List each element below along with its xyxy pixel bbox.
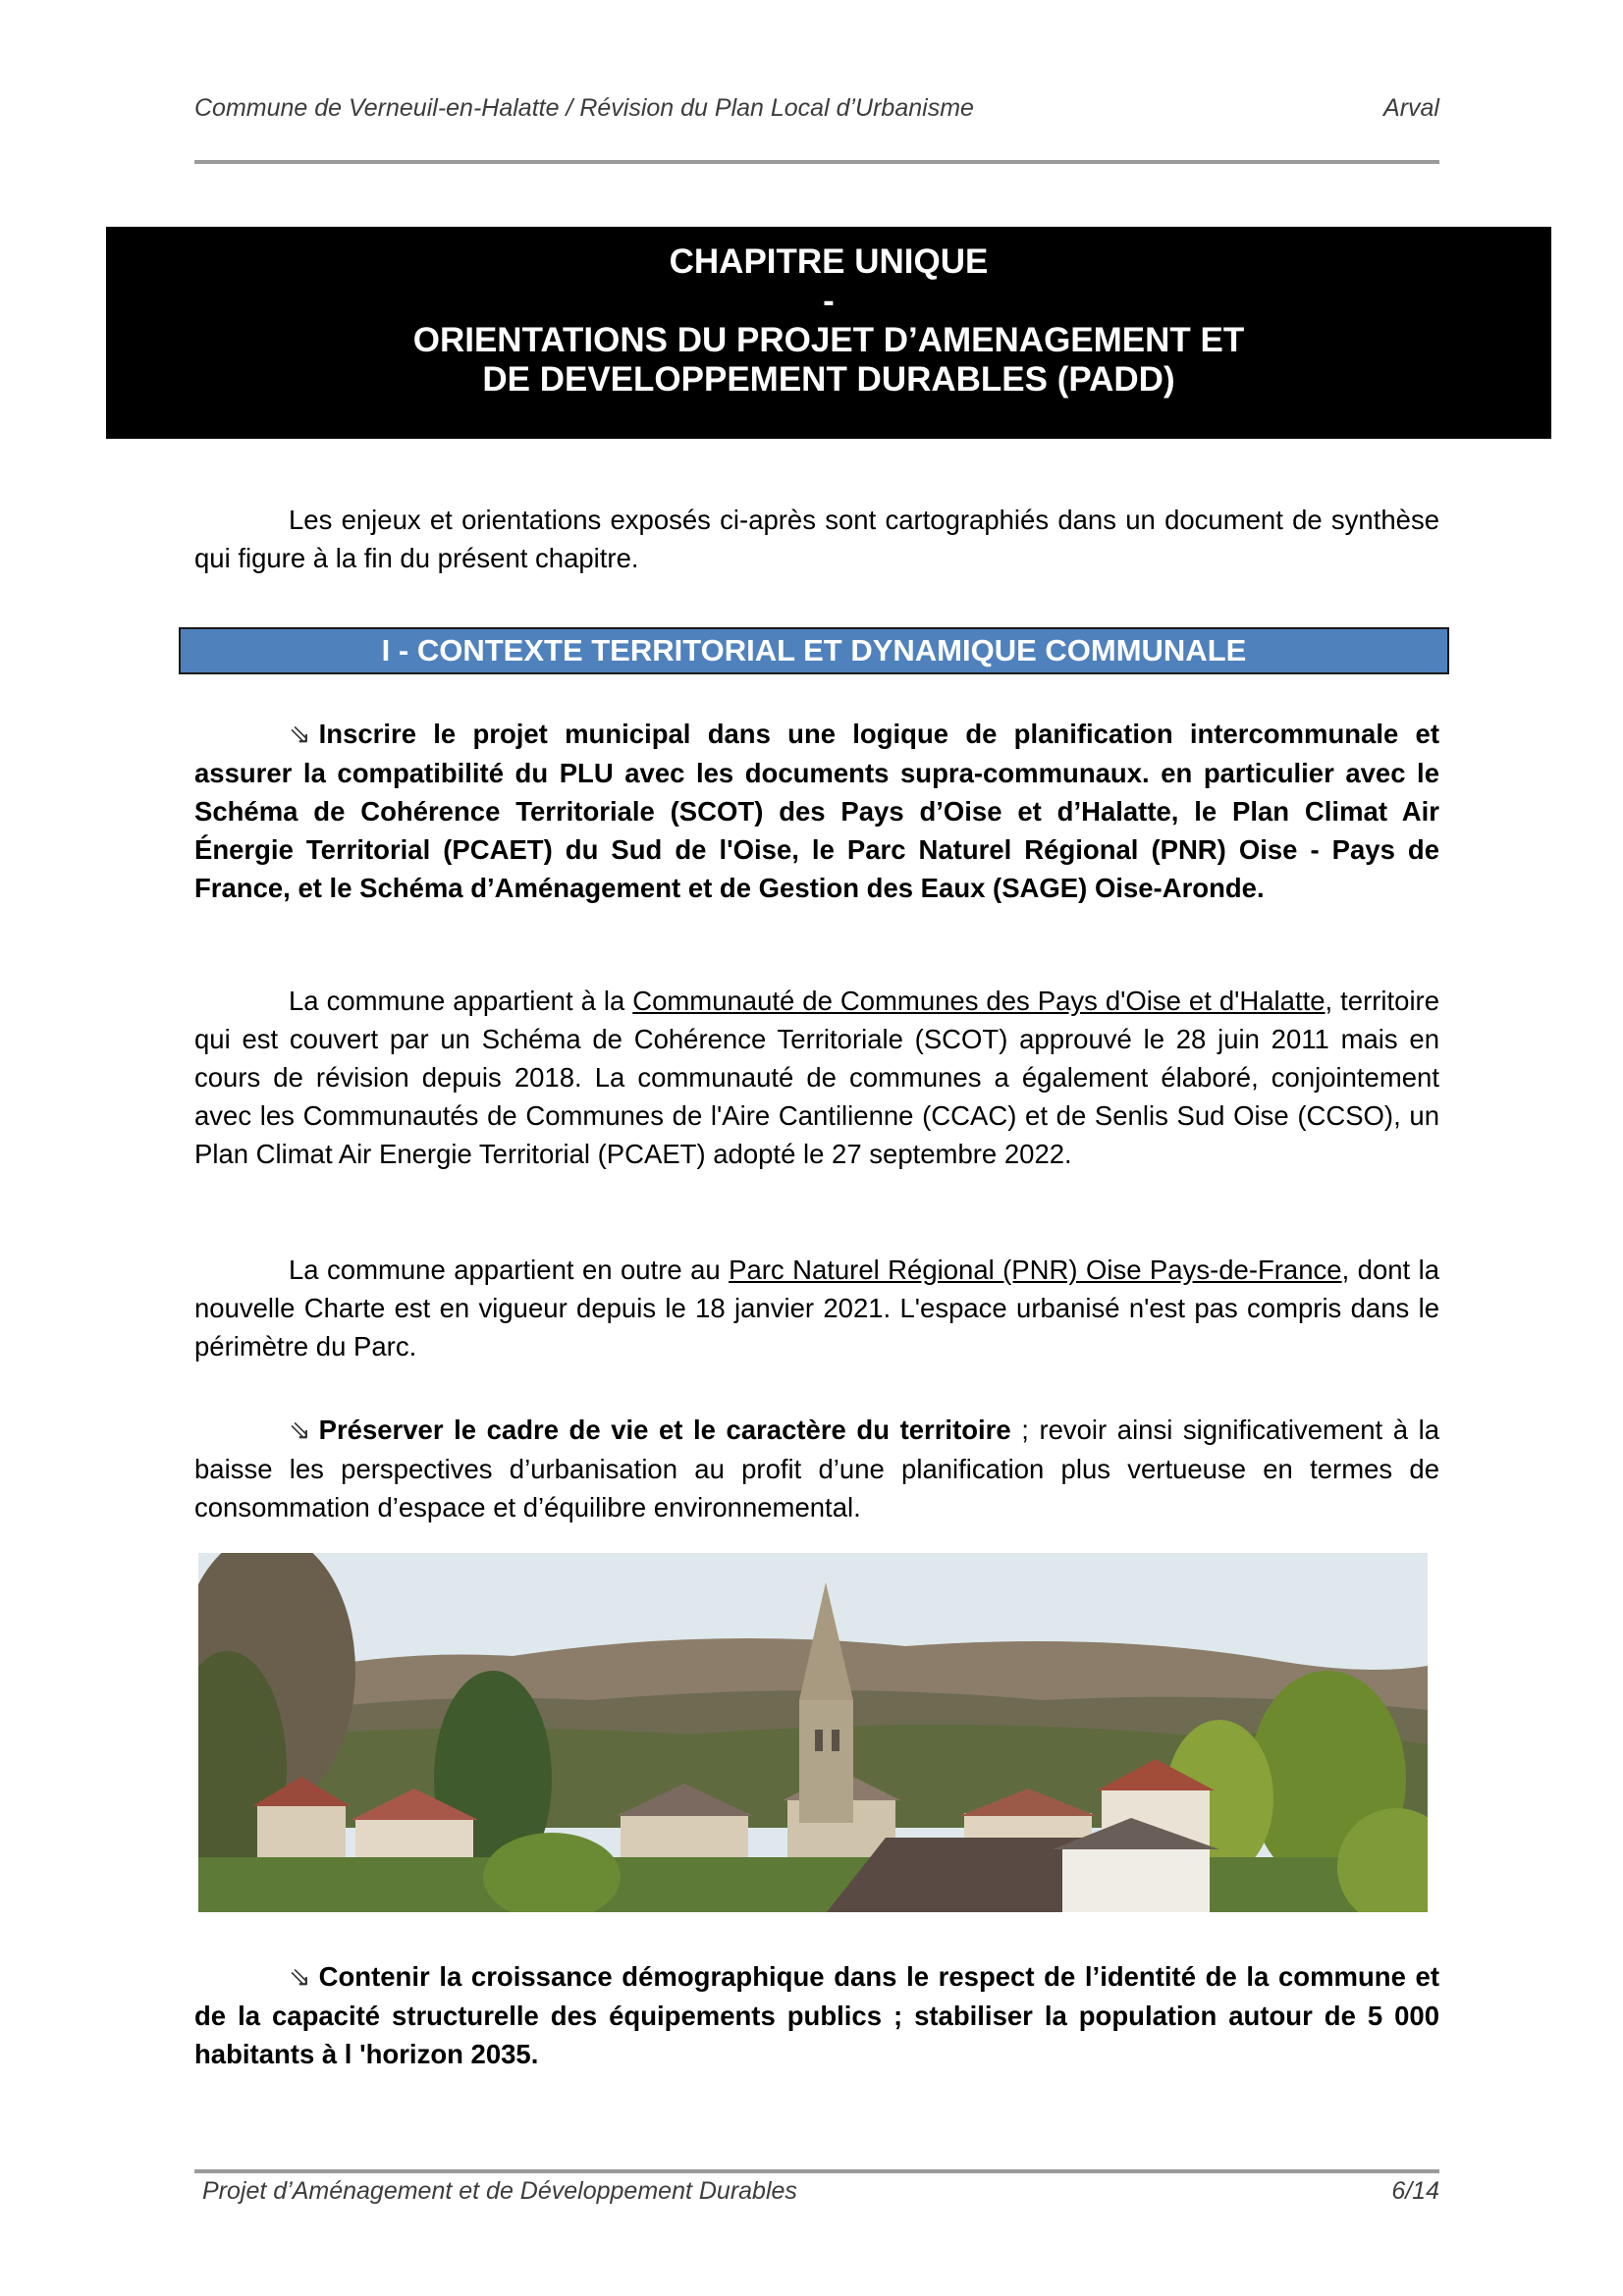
- footer-rule: [194, 2169, 1439, 2173]
- chapter-title-dash: -: [823, 282, 835, 320]
- paragraph-pnr-before: La commune appartient en outre au: [289, 1255, 730, 1285]
- header-rule: [194, 160, 1439, 164]
- arrow-icon: ⇘: [289, 1415, 311, 1445]
- intro-text: Les enjeux et orientations exposés ci-après sont cartographiés dans un document de synthèse qui figure à la fin du présent chapitre.: [194, 505, 1439, 573]
- section-heading-text: I - CONTEXTE TERRITORIAL ET DYNAMIQUE COMMUNALE: [381, 633, 1247, 667]
- page-header: [194, 94, 1439, 123]
- page-number: 6/14: [1391, 2177, 1439, 2205]
- paragraph-ccpoh-after: , territoire qui est couvert par un Schéma de Cohérence Territoriale (SCOT) approuvé le 28 juin 2011 mais en cours de révision depuis 2018. La communauté de communes a également élaboré, conjointement avec les Communautés de Communes de l'Aire Cantilienne (CCAC) et de Senlis Sud Oise (CCSO), un Plan Climat Air Energie Territorial (PCAET) adopté le 27 septembre 2022.: [194, 986, 1440, 1169]
- chapter-title-line4: DE DEVELOPPEMENT DURABLES (PADD): [482, 360, 1175, 399]
- orientation-1: [194, 715, 1439, 907]
- arrow-icon: ⇘: [289, 1962, 311, 1992]
- paragraph-ccpoh: [194, 982, 1439, 1173]
- chapter-title-box: [106, 227, 1551, 439]
- arrow-icon: ⇘: [289, 720, 311, 749]
- orientation-2: [194, 1411, 1439, 1526]
- header-title: Commune de Verneuil-en-Halatte / Révision du Plan Local d’Urbanisme: [194, 94, 974, 122]
- orientation-3: [194, 1957, 1439, 2073]
- footer-title: Projet d’Aménagement et de Développement Durables: [202, 2177, 797, 2205]
- pnr-link[interactable]: Parc Naturel Régional (PNR) Oise Pays-de-France: [729, 1255, 1342, 1285]
- paragraph-pnr: [194, 1251, 1439, 1365]
- orientation-2-text: ; revoir ainsi significativement à la baisse les perspectives d’urbanisation au profit d’une planification plus vertueuse en termes de consommation d’espace et d’équilibre environnemental.: [194, 1415, 1439, 1522]
- orientation-2-bold: Préserver le cadre de vie et le caractère du territoire: [318, 1415, 1011, 1445]
- header-author: Arval: [1383, 94, 1439, 122]
- orientation-3-text: Contenir la croissance démographique dans le respect de l’identité de la commune et de la capacité structurelle des équipements publics ; stabiliser la population autour de 5 000 habitants à l 'horizon 2035.: [194, 1961, 1439, 2069]
- page-footer: [202, 2177, 1439, 2206]
- paragraph-ccpoh-before: La commune appartient à la: [289, 986, 633, 1016]
- orientation-1-text: Inscrire le projet municipal dans une logique de planification intercommunale et assurer la compatibilité du PLU avec les documents supra-communaux. en particulier avec le Schéma de Cohérence Territoriale (SCOT) des Pays d’Oise et d’Halatte, le Plan Climat Air Énergie Territorial (PCAET) du Sud de l'Oise, le Parc Naturel Régional (PNR) Oise - Pays de France, et le Schéma d’Aménagement et de Gestion des Eaux (SAGE) Oise-Aronde.: [194, 719, 1439, 903]
- intro-paragraph: [194, 501, 1439, 577]
- chapter-title-line3: ORIENTATIONS DU PROJET D’AMENAGEMENT ET: [412, 321, 1245, 359]
- paragraph-pnr-after: , dont la nouvelle Charte est en vigueur depuis le 18 janvier 2021. L'espace urbanisé n'est pas compris dans le périmètre du Parc.: [194, 1255, 1440, 1362]
- village-landscape-photo: [198, 1553, 1428, 1912]
- ccpoh-link[interactable]: Communauté de Communes des Pays d'Oise et d'Halatte: [632, 986, 1325, 1016]
- section-heading: [179, 627, 1449, 674]
- chapter-title-line1: CHAPITRE UNIQUE: [669, 242, 989, 281]
